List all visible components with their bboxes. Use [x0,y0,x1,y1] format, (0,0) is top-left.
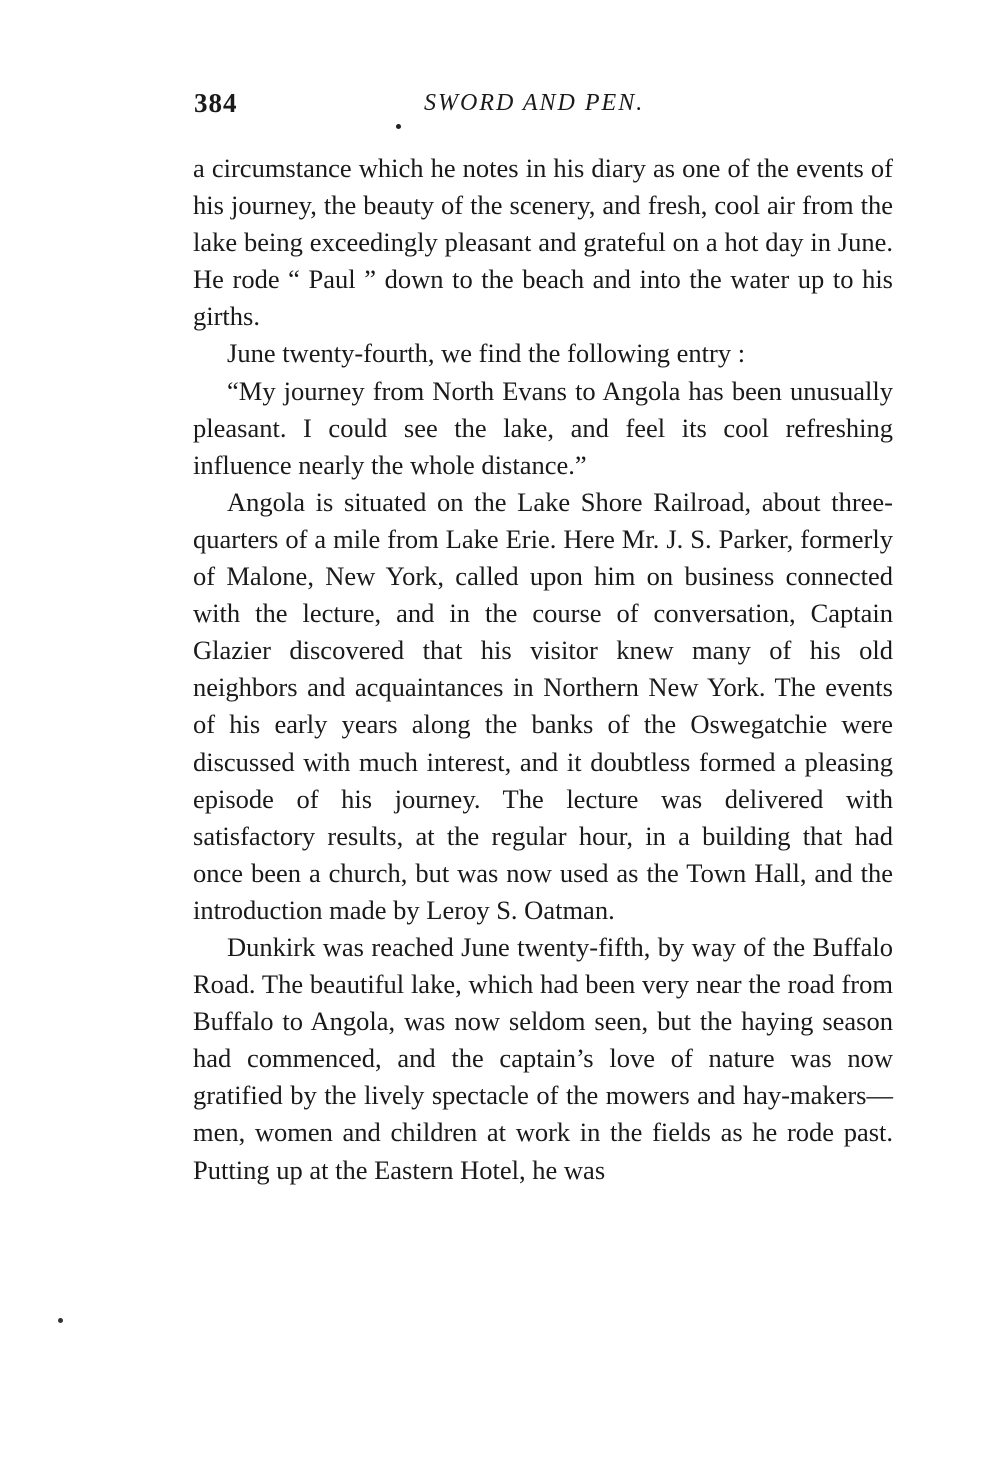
page-number: 384 [194,88,238,118]
paragraph-angola: Angola is situated on the Lake Shore Railroad, about three-quarters of a mile from Lake Erie. Here Mr. J. S. Parker, formerly of Malone, New York, called upon him on business connected with the lecture, and in the course of conversation, Captain Glazier discovered that his visitor knew many of his old neighbors and acquaintances in Northern New York. The events of his early years along the banks of the Oswegatchie were discussed with much interest, and it doubtless formed a pleasing episode of his journey. The lecture was delivered with satisfactory results, at the regular hour, in a building that had once been a church, but was now used as the Town Hall, and the introduction made by Leroy S. Oatman. [193,486,893,925]
paragraph-continuation: a circumstance which he notes in his diary as one of the events of his journey, the beauty of the scenery, and fresh, cool air from the lake being exceedingly pleasant and grateful on a hot day in June. He rode “ Paul ” down to the beach and into the water up to his girths. [193,153,893,332]
header-dot-mark [396,124,401,129]
paragraph-entry-intro: June twenty-fourth, we find the following entry : [227,338,746,369]
running-head [194,88,894,128]
paragraph-dunkirk: Dunkirk was reached June twenty-fifth, by way of the Buffalo Road. The beautiful lake, which had been very near the road from Buffalo to Angola, was now seldom seen, but the haying season had commenced, and the captain’s love of nature was now gratified by the lively spectacle of the mowers and hay-makers—men, women and children at work in the fields as he rode past. Putting up at the Eastern Hotel, he was [193,931,893,1185]
running-title: SWORD AND PEN. [424,90,645,116]
paragraph-diary-quote: “My journey from North Evans to Angola has been unusually pleasant. I could see the lake, and feel its cool refreshing influence nearly the whole distance.” [193,375,893,480]
margin-dot-mark [58,1318,63,1323]
body-text [193,150,893,1189]
